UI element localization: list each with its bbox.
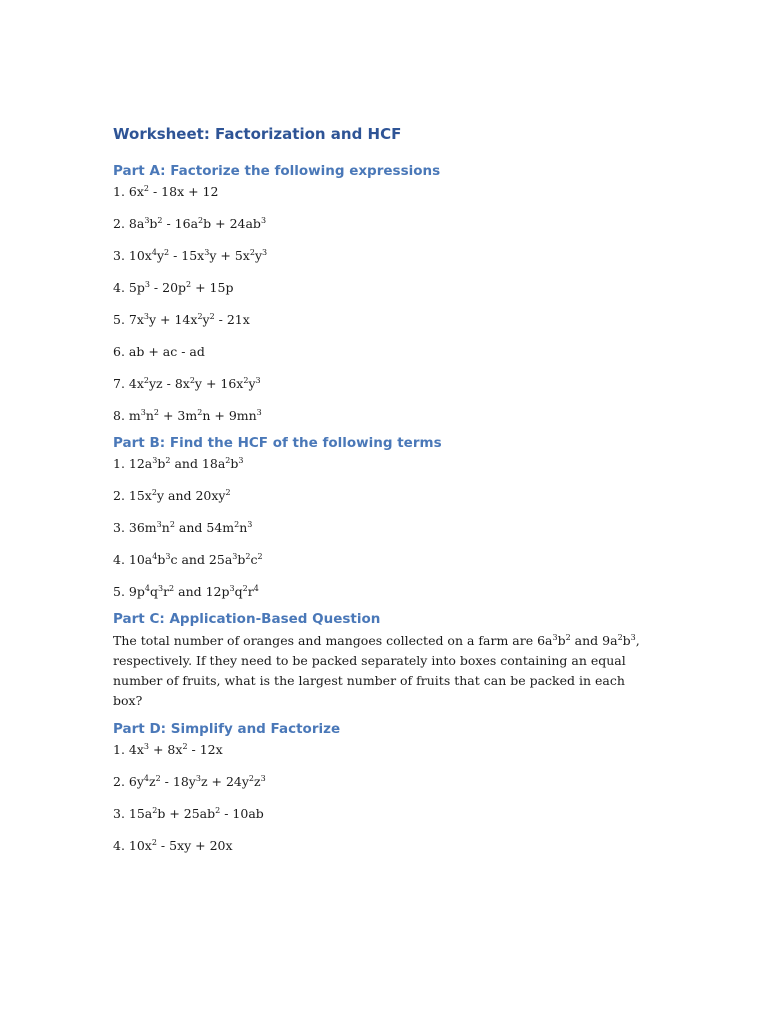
part-d-item: 1. $4x^3 + 8x^2 - 12x$ [113,742,223,757]
part-b-list [113,455,658,601]
part-a-item: 7. $4x^2yz - 8x^2y + 16x^2y^3$ [113,376,261,391]
part-b-heading: Part B: Find the HCF of the following terms [113,435,442,451]
part-d-item: 4. $10x^2 - 5xy + 20x$ [113,838,233,853]
part-b-item: 5. $9p^4q^3r^2$ and $12p^3q^2r^4$ [113,584,259,599]
part-a-item: 5. $7x^3y + 14x^2y^2 - 21x$ [113,312,250,327]
part-d-item: 3. $15a^2b + 25ab^2 - 10ab$ [113,806,264,821]
part-a-item: 2. $8a^3b^2 - 16a^2b + 24ab^3$ [113,216,267,231]
part-b-item: 4. $10a^4b^3c$ and $25a^3b^2c^2$ [113,552,263,567]
worksheet-content [113,123,658,869]
part-a-item: 8. $m^3n^2 + 3m^2n + 9mn^3$ [113,408,262,423]
part-d-list [113,741,658,855]
part-d-item: 2. $6y^4z^2 - 18y^3z + 24y^2z^3$ [113,774,266,789]
part-b-item: 2. $15x^2y$ and $20xy^2$ [113,488,231,503]
part-a-item: 3. $10x^4y^2 - 15x^3y + 5x^2y^3$ [113,248,268,263]
part-a-item: 4. $5p^3 - 20p^2 + 15p$ [113,280,234,295]
part-c-heading: Part C: Application-Based Question [113,611,381,627]
part-a-item: 1. $6x^2 - 18x + 12$ [113,184,219,199]
part-a-heading: Part A: Factorize the following expressions [113,163,441,179]
part-b-item: 1. $12a^3b^2$ and $18a^2b^3$ [113,456,244,471]
part-d-heading: Part D: Simplify and Factorize [113,721,341,737]
worksheet-title: Worksheet: Factorization and HCF [113,125,402,143]
part-c-question: The total number of oranges and mangoes collected on a farm are $6a^3b^2$ and $9a^2b^3$, respectively. If they need to be packed separately into boxes containing an equal number of fruits, what is the largest number of fruits that can be packed in each box? [113,633,640,708]
part-a-list [113,183,658,425]
part-b-item: 3. $36m^3n^2$ and $54m^2n^3$ [113,520,253,535]
part-a-item: 6. ab + ac - ad [113,344,205,359]
